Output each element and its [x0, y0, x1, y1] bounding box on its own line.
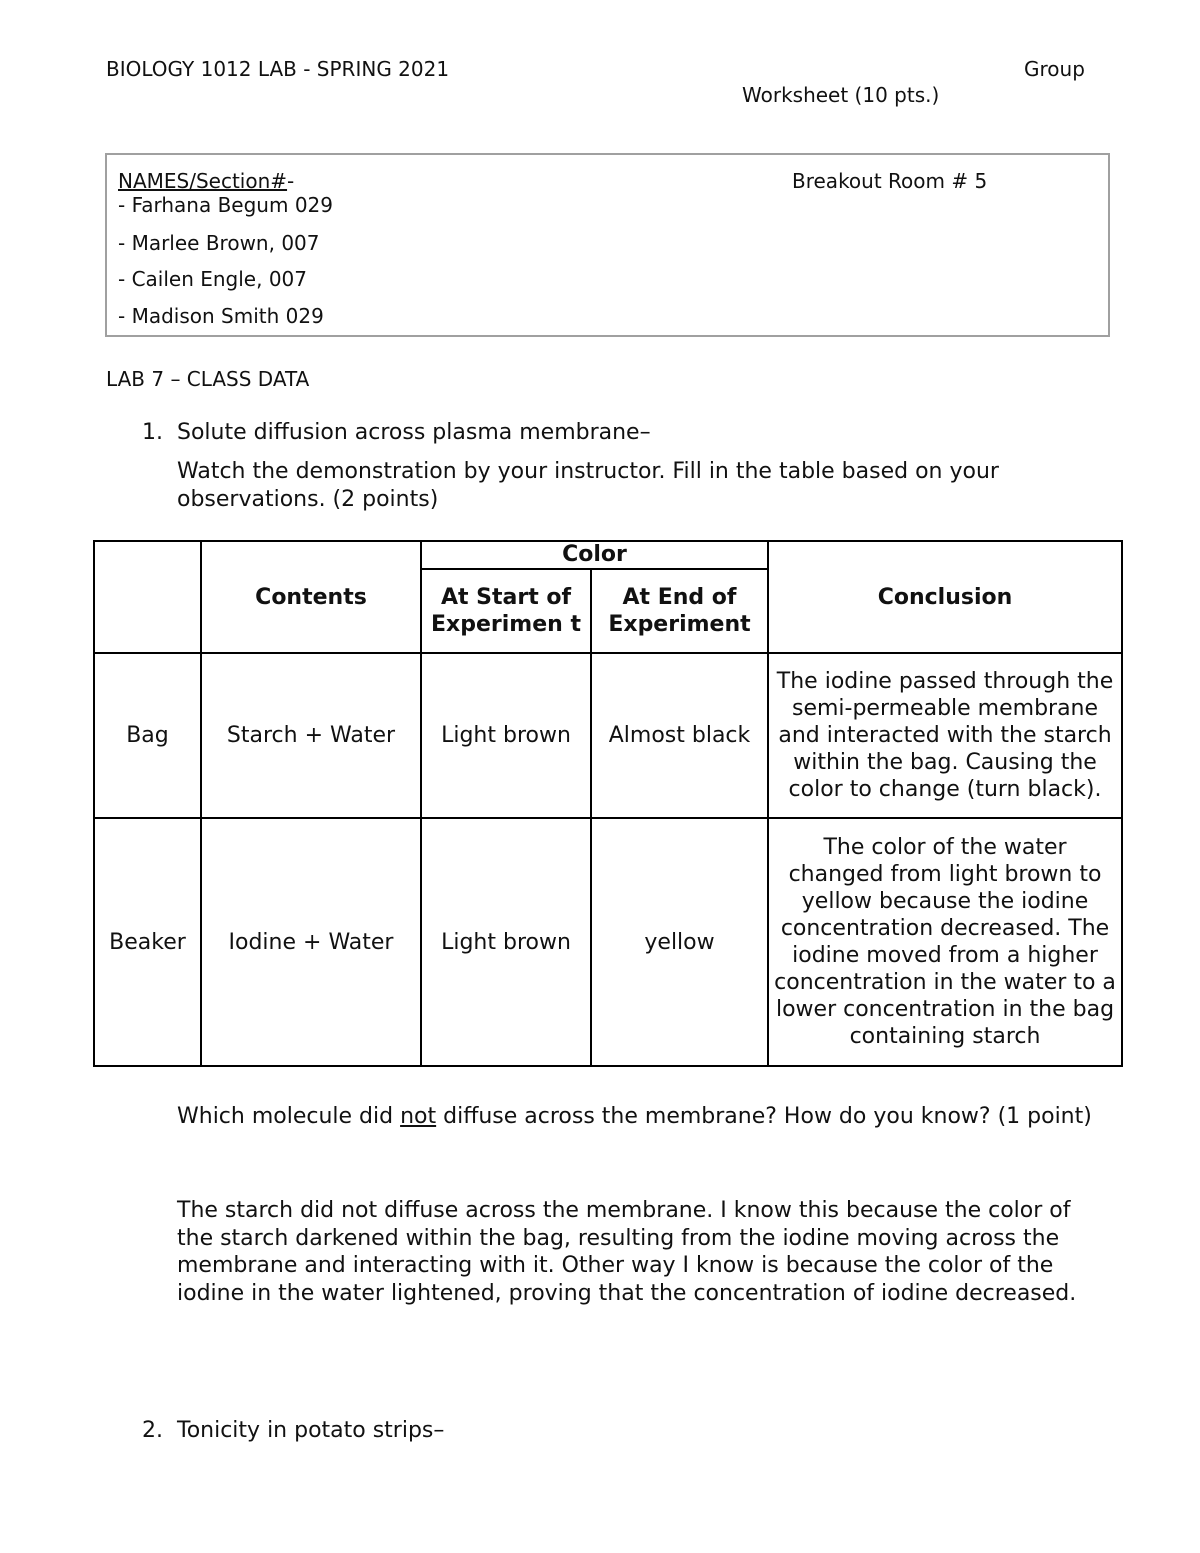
row-start-color: Light brown — [421, 653, 591, 818]
row-end-color: Almost black — [591, 653, 768, 818]
header-contents: Contents — [201, 541, 421, 653]
names-heading-suffix: - — [287, 169, 295, 193]
question-2-title: Tonicity in potato strips– — [177, 1418, 445, 1443]
breakout-room: Breakout Room # 5 — [792, 169, 988, 193]
row-end-color: yellow — [591, 818, 768, 1066]
question-1-number: 1. — [142, 420, 163, 445]
row-conclusion: The color of the water changed from light brown to yellow because the iodine concentration decreased. The iodine moved from a higher concentration in the water to a lower concentration in the bag containing starch — [768, 818, 1122, 1066]
row-start-color: Light brown — [421, 818, 591, 1066]
header-course-title: BIOLOGY 1012 LAB - SPRING 2021 — [106, 57, 450, 81]
question-1-answer: The starch did not diffuse across the membrane. I know this because the color of the starch darkened within the bag, resulting from the iodine moving across the membrane and interacting with it. Other way I know is because the color of the iodine in the water lightened, proving that the concentration of iodine decreased. — [177, 1198, 1077, 1306]
member-name: - Farhana Begum 029 — [118, 193, 333, 217]
row-contents: Iodine + Water — [201, 818, 421, 1066]
question-text-post: diffuse across the membrane? How do you know? (1 point) — [436, 1104, 1092, 1129]
header-conclusion: Conclusion — [768, 541, 1122, 653]
member-name: - Madison Smith 029 — [118, 304, 324, 328]
question-1-title: Solute diffusion across plasma membrane– — [177, 420, 651, 445]
row-conclusion: The iodine passed through the semi-permeable membrane and interacted with the starch within the bag. Causing the color to change (turn black). — [768, 653, 1122, 818]
data-table — [93, 540, 1123, 1067]
header-blank-cell — [94, 541, 201, 653]
header-end: At End of Experiment — [591, 569, 768, 653]
names-box — [105, 153, 1110, 337]
names-heading-label: NAMES/Section# — [118, 169, 288, 193]
question-text-underlined: not — [400, 1104, 437, 1129]
header-start: At Start of Experimen t — [421, 569, 591, 653]
lab-title: LAB 7 – CLASS DATA — [106, 367, 310, 391]
header-color: Color — [421, 541, 768, 569]
member-name: - Cailen Engle, 007 — [118, 267, 308, 291]
member-name: - Marlee Brown, 007 — [118, 231, 320, 255]
row-label: Beaker — [94, 818, 201, 1066]
row-contents: Starch + Water — [201, 653, 421, 818]
question-2-number: 2. — [142, 1418, 163, 1443]
header-worksheet-label: Worksheet (10 pts.) — [742, 83, 940, 107]
row-label: Bag — [94, 653, 201, 818]
header-group-label: Group — [1024, 57, 1085, 81]
question-text-pre: Which molecule did — [177, 1104, 401, 1129]
question-1-instructions: Watch the demonstration by your instructor. Fill in the table based on your observations. (2 points) — [177, 459, 999, 512]
table-row — [94, 818, 1122, 1066]
table-row — [94, 653, 1122, 818]
question-1-followup — [177, 1103, 1107, 1131]
names-heading — [118, 169, 294, 193]
